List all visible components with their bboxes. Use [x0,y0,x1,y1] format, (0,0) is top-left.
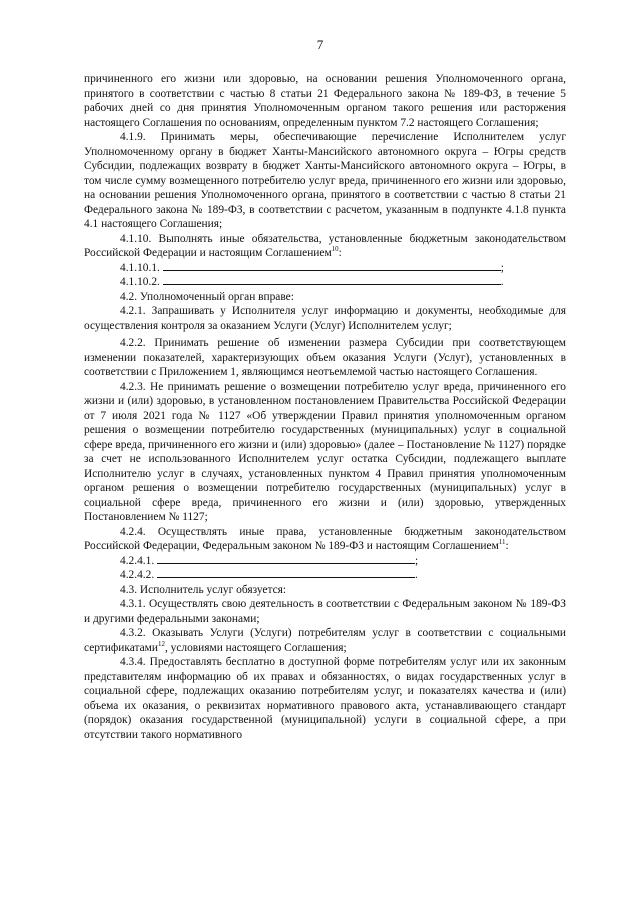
paragraph-4-2: 4.2. Уполномоченный орган вправе: [120,290,294,303]
paragraph-4-1-10: 4.1.10. Выполнять иные обязательства, установленные бюджетным законодательством Российской Федерации и настоящим Соглашением$^{10}$: [84,232,566,259]
blank-line [157,554,415,564]
paragraph-4-3-4: 4.3.4. Предоставлять бесплатно в доступной форме потребителям услуг или их законным представителям информацию об их правах и обязанностях, о видах государственных услуг в социальной сфере, подлежащих оказанию потребителям услуг, и показателях качества и (или) объема их оказания, о реквизитах нормативного правового акта, устанавливающего стандарт (порядок) оказания государственной (муниципальной) услуги в социальной сфере, а при отсутствии такого нормативного [84,656,566,741]
blank-line [163,261,501,271]
paragraph-4-1-9: 4.1.9. Принимать меры, обеспечивающие перечисление Исполнителем услуг Уполномоченному органу в бюджет Ханты-Мансийского автономного округа – Югры средств Субсидии, подлежащих возврату в бюджет Ханты-Мансийского автономного округа – Югры, в том числе сумму возмещенного потребителю услуг вреда, причиненного его жизни или здоровью, на основании решения Уполномоченного органа, принятого в соответствии с частью 8 статьи 21 Федерального закона № 189-ФЗ, в соответствии с расчетом, указанным в подпункте 4.1.8 пункта 4.1 настоящего Соглашения; [84,131,566,230]
blank-line [163,275,501,285]
paragraph-4-3-1: 4.3.1. Осуществлять свою деятельность в соответствии с Федеральным законом № 189-ФЗ и другими федеральными законами; [84,598,566,625]
paragraph-4-2-3: 4.2.3. Не принимать решение о возмещении потребителю услуг вреда, причиненного его жизни и (или) здоровью, в установленном постановлением Правительства Российской Федерации от 7 июля 2021 года № 1127 «Об утверждении Правил принятия уполномоченным органом решения о возмещении потребителю государственных (муниципальных) услуг в социальной сфере вреда, причиненного его жизни и (или) здоровью» (далее – Постановление № 1127) порядке за счет не использованного Исполнителем услуг остатка Субсидии, подлежащего выплате Исполнителю услуг в случаях, установленных пунктом 4 Правил принятия уполномоченным органом решения о возмещении потребителю государственных (муниципальных) услуг в социальной сфере вреда, причиненного его жизни и (или) здоровью, утвержденных Постановлением № 1127; [84,380,566,523]
list-item-4-2-4-2: 4.2.4.2. . [120,569,418,581]
list-item-4-1-10-1: 4.1.10.1. ; [120,261,504,274]
list-item-4-1-10-2: 4.1.10.2. . [120,276,504,288]
page-number: 7 [316,37,324,52]
list-item-4-2-4-1: 4.2.4.1. ; [120,554,419,567]
footnote-ref-10: 10 [331,245,339,254]
paragraph-4-3: 4.3. Исполнитель услуг обязуется: [120,583,287,596]
paragraph-4-2-4: 4.2.4. Осуществлять иные права, установленные бюджетным законодательством Российской Федерации, Федеральным законом № 189-ФЗ и настоящим Соглашением$^{11}$: [84,525,566,552]
paragraph-4-2-1: 4.2.1. Запрашивать у Исполнителя услуг информацию и документы, необходимые для осуществления контроля за оказанием Услуги (Услуг) Исполнителем услуг; [84,305,566,332]
blank-line [157,568,415,578]
document-body [84,72,566,742]
footnote-ref-12: 12 [157,639,165,648]
paragraph-continuation: причиненного его жизни или здоровью, на основании решения Уполномоченного органа, принятого в соответствии с частью 8 статьи 21 Федерального закона № 189-ФЗ, в течение 5 рабочих дней со дня принятия Уполномоченным органом такого решения или расторжения настоящего Соглашения по основаниям, определенным пунктом 7.2 настоящего Соглашения; [84,73,566,129]
paragraph-4-2-2: 4.2.2. Принимать решение об изменении размера Субсидии при соответствующем изменении показателей, характеризующих объем оказания Услуги (Услуг), установленных в соответствии с Приложением 1, являющимся неотъемлемой частью настоящего Соглашения. [84,337,566,378]
paragraph-4-3-2: 4.3.2. Оказывать Услуги (Услуги) потребителям услуг в соответствии с социальными сертификатами$^{12}$, условиями настоящего Соглашения; [84,627,566,654]
footnote-ref-11: 11 [498,538,506,547]
